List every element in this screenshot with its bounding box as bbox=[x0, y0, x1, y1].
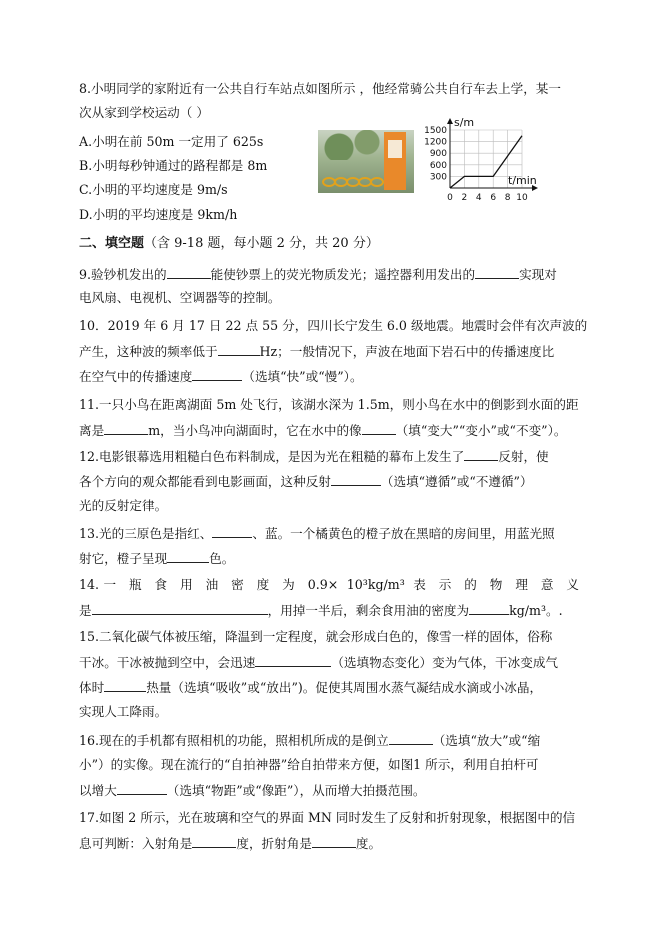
q17-line-2: 息可判断：入射角是 度，折射角是 度。 bbox=[79, 836, 382, 851]
q17-line-1: 17.如图 2 所示，光在玻璃和空气的界面 MN 同时发生了反射和折射现象，根据图中的信 bbox=[79, 810, 576, 825]
q15-line-3: 体时 热量（选填“吸收”或“放出”)。促使其周围水蒸气凝结成水滴或小冰晶， bbox=[79, 680, 543, 695]
chart-y-label: s/m bbox=[454, 116, 475, 129]
chart-y-tick-label: 900 bbox=[429, 149, 447, 160]
q8-option-d: D.小明的平均速度是 9km/h bbox=[79, 207, 238, 222]
q16-blank-1[interactable] bbox=[389, 731, 433, 745]
chart-y-tick-label: 600 bbox=[429, 160, 447, 171]
chart-x-tick-label: 0 bbox=[447, 193, 453, 203]
chart-x-tick-label: 6 bbox=[490, 193, 497, 203]
q16-line-3: 以增大 （选填“物距”或“像距”），从而增大拍摄范围。 bbox=[79, 783, 426, 798]
q9-blank-2[interactable] bbox=[475, 265, 519, 279]
section-title: 二、填空题 bbox=[79, 236, 145, 251]
q13-line-1: 13.光的三原色是指红、 、蓝。一个橘黄色的橙子放在黑暗的房间里，用蓝光照 bbox=[79, 526, 555, 541]
q15-blank-1[interactable] bbox=[255, 653, 331, 667]
chart-y-tick-label: 1500 bbox=[424, 126, 447, 136]
chart-x-tick-label: 10 bbox=[516, 193, 528, 203]
q11-line-2: 离是 m，当小鸟冲向湖面时，它在水中的像 （填“变大”“变小”或“不变”）。 bbox=[79, 423, 567, 438]
q8-line-1: 8.小明同学的家附近有一公共自行车站点如图所示 ，他经常骑公共自行车去上学，某一 bbox=[79, 81, 561, 96]
section-subtitle: （含 9-18 题，每小题 2 分，共 20 分） bbox=[144, 236, 379, 251]
q13-blank-2[interactable] bbox=[167, 549, 209, 563]
q12-blank-2[interactable] bbox=[331, 472, 381, 486]
q9-line-1: 9.验钞机发出的 能使钞票上的荧光物质发光；遥控器利用发出的 实现对 bbox=[79, 267, 557, 282]
q15-line-4: 实现人工降雨。 bbox=[79, 704, 168, 719]
q12-line-2: 各个方向的观众都能看到电影画面，这种反射 （选填“遵循”或“不遵循”） bbox=[79, 474, 533, 489]
q8-option-b: B.小明每秒钟通过的路程都是 8m bbox=[79, 158, 268, 173]
q8-line-2: 次从家到学校运动（ ） bbox=[79, 105, 209, 120]
q12-line-3: 光的反射定律。 bbox=[79, 498, 168, 513]
chart-x-label: t/min bbox=[508, 174, 537, 187]
q13-line-2: 射它，橙子呈现 色。 bbox=[79, 551, 235, 566]
distance-time-chart bbox=[420, 116, 540, 208]
section-heading bbox=[79, 235, 379, 253]
q10-blank-2[interactable] bbox=[192, 367, 242, 381]
q15-line-2: 干冰。干冰被抛到空中，会迅速 （选填物态变化）变为气体，干冰变成气 bbox=[79, 655, 558, 670]
chart-x-tick-label: 2 bbox=[461, 193, 468, 203]
q12-blank-1[interactable] bbox=[464, 447, 498, 461]
chart-x-tick-label: 4 bbox=[475, 193, 482, 203]
q13-blank-1[interactable] bbox=[212, 524, 252, 538]
q17-blank-2[interactable] bbox=[312, 834, 356, 848]
q8-option-c: C.小明的平均速度是 9m/s bbox=[79, 182, 228, 197]
q14-blank-2[interactable] bbox=[469, 601, 509, 615]
chart-x-tick-label: 8 bbox=[504, 193, 511, 203]
q10-line-2: 产生，这种波的频率低于 Hz；一般情况下，声波在地面下岩石中的传播速度比 bbox=[79, 344, 555, 359]
q11-line-1: 11.一只小鸟在距离湖面 5m 处飞行，该湖水深为 1.5m，则小鸟在水中的倒影到水面的距 bbox=[79, 397, 579, 412]
q14-line-2: 是 ，用掉一半后，剩余食用油的密度为 kg/m³。. bbox=[79, 603, 563, 618]
chart-y-tick-label: 1200 bbox=[424, 137, 447, 148]
q14-line-1: 14.一 瓶 食 用 油 密 度 为 0.9× 10³kg/m³ 表 示 的 物 理 意 义 bbox=[79, 577, 579, 592]
q11-blank-2[interactable] bbox=[362, 421, 396, 435]
q16-line-2: 小”）的实像。现在流行的“自拍神器”给自拍带来方便，如图1 所示，利用自拍杆可 bbox=[79, 757, 539, 772]
bike-station-photo bbox=[318, 130, 414, 193]
q11-blank-1[interactable] bbox=[104, 421, 148, 435]
q10-line-3: 在空气中的传播速度 （选填“快”或“慢”）。 bbox=[79, 369, 363, 384]
q17-blank-1[interactable] bbox=[192, 834, 236, 848]
q10-blank-1[interactable] bbox=[218, 342, 260, 356]
q12-line-1: 12.电影银幕选用粗糙白色布料制成，是因为光在粗糙的幕布上发生了 反射，使 bbox=[79, 449, 549, 464]
q10-line-1: 10．2019 年 6 月 17 日 22 点 55 分，四川长宁发生 6.0 级地震。地震时会伴有次声波的 bbox=[79, 318, 588, 333]
q9-line-2: 电风扇、电视机、空调器等的控制。 bbox=[79, 290, 281, 305]
q16-blank-2[interactable] bbox=[117, 781, 167, 795]
q16-line-1: 16.现在的手机都有照相机的功能，照相机所成的是倒立 （选填“放大”或“缩 bbox=[79, 733, 541, 748]
q8-option-a: A.小明在前 50m 一定用了 625s bbox=[79, 134, 264, 149]
chart-y-tick-label: 300 bbox=[429, 172, 447, 183]
chart-y-arrow bbox=[447, 118, 453, 124]
q15-blank-2[interactable] bbox=[104, 678, 146, 692]
q9-blank-1[interactable] bbox=[167, 265, 211, 279]
q14-blank-1[interactable] bbox=[92, 601, 268, 615]
q15-line-1: 15.二氧化碳气体被压缩，降温到一定程度，就会形成白色的，像雪一样的固体，俗称 bbox=[79, 629, 553, 644]
